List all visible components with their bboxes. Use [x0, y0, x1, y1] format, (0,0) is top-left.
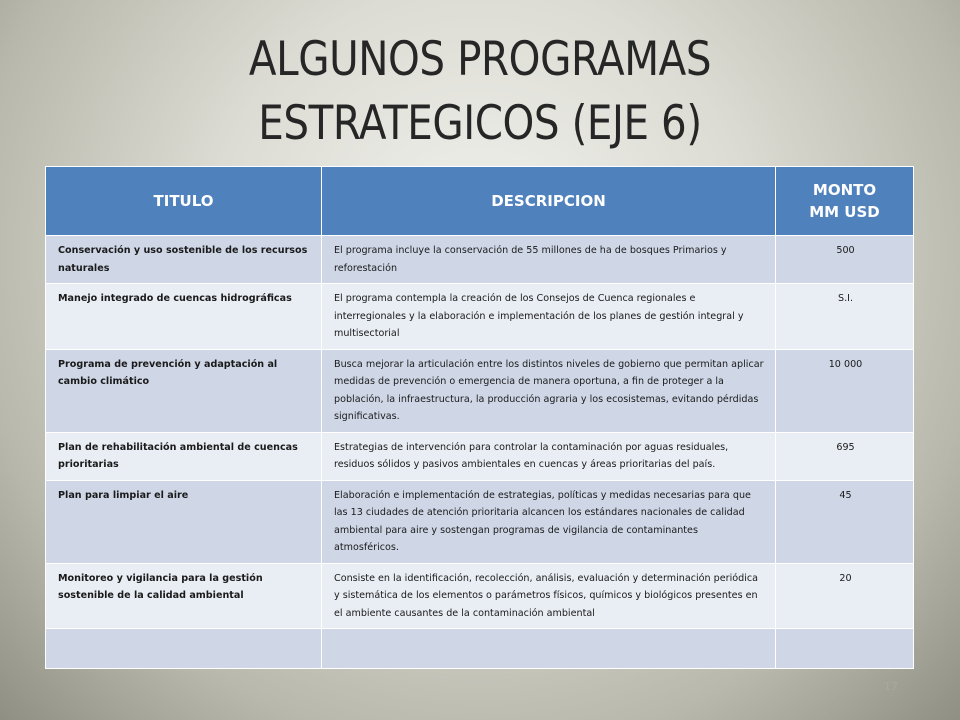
row-titulo: Plan de rehabilitación ambiental de cuencas prioritarias: [46, 432, 322, 480]
empty-cell: [46, 629, 322, 669]
page-number: 17: [884, 680, 898, 693]
table-header-row: [46, 167, 914, 236]
table-row: [46, 432, 914, 480]
row-monto: 20: [776, 563, 914, 629]
row-monto: 695: [776, 432, 914, 480]
table-row-empty: [46, 629, 914, 669]
empty-cell: [322, 629, 776, 669]
table-row: [46, 349, 914, 432]
row-titulo: Plan para limpiar el aire: [46, 480, 322, 563]
header-monto-label: MONTO MM USD: [809, 181, 880, 221]
table-row: [46, 236, 914, 284]
row-monto: 10 000: [776, 349, 914, 432]
row-titulo: Programa de prevención y adaptación al cambio climático: [46, 349, 322, 432]
row-monto: 500: [776, 236, 914, 284]
table-row: [46, 563, 914, 629]
row-titulo: Conservación y uso sostenible de los recursos naturales: [46, 236, 322, 284]
row-descripcion: Elaboración e implementación de estrategias, políticas y medidas necesarias para que las 13 ciudades de atención prioritaria alcancen los estándares nacionales de calidad ambiental para aire y sostengan programas de vigilancia de contaminantes atmosféricos.: [322, 480, 776, 563]
slide-title: [67, 28, 893, 156]
row-descripcion: El programa incluye la conservación de 55 millones de ha de bosques Primarios y reforestación: [322, 236, 776, 284]
row-descripcion: Consiste en la identificación, recolección, análisis, evaluación y determinación periódica y sistemática de los elementos o parámetros físicos, químicos y biológicos presentes en el ambiente causantes de la contaminación ambiental: [322, 563, 776, 629]
row-monto: S.I.: [776, 284, 914, 350]
row-descripcion: El programa contempla la creación de los Consejos de Cuenca regionales e interregionales y la elaboración e implementación de los planes de gestión integral y multisectorial: [322, 284, 776, 350]
table-row: [46, 480, 914, 563]
header-descripcion: DESCRIPCION: [322, 167, 776, 236]
row-titulo: Monitoreo y vigilancia para la gestión sostenible de la calidad ambiental: [46, 563, 322, 629]
row-descripcion: Busca mejorar la articulación entre los distintos niveles de gobierno que permitan aplicar medidas de prevención o emergencia de manera oportuna, a fin de proteger a la población, la infraestructura, la producción agraria y los ecosistemas, evitando pérdidas significativas.: [322, 349, 776, 432]
row-descripcion: Estrategias de intervención para controlar la contaminación por aguas residuales, residuos sólidos y pasivos ambientales en cuencas y áreas prioritarias del país.: [322, 432, 776, 480]
row-monto: 45: [776, 480, 914, 563]
header-monto: [776, 167, 914, 236]
row-titulo: Manejo integrado de cuencas hidrográficas: [46, 284, 322, 350]
slide-title-line-1: ALGUNOS PROGRAMAS: [248, 32, 712, 87]
header-titulo: TITULO: [46, 167, 322, 236]
table-row: [46, 284, 914, 350]
programs-table: [45, 166, 914, 669]
slide-title-line-2: ESTRATEGICOS (EJE 6): [258, 96, 702, 151]
empty-cell: [776, 629, 914, 669]
